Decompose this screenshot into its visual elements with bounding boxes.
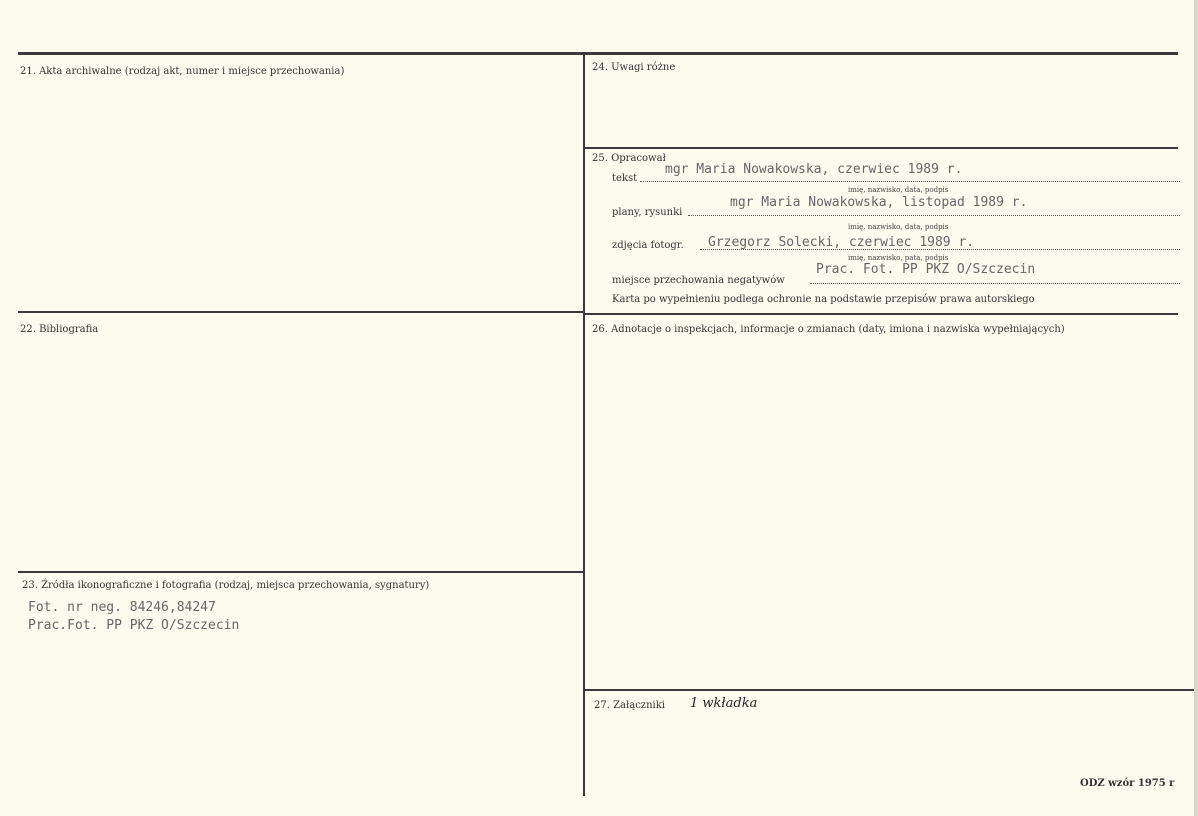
section-27-label: 27. Załączniki (594, 700, 665, 711)
plany-line (688, 215, 1180, 216)
negatywy-label: miejsce przechowania negatywów (612, 275, 785, 286)
zdjecia-value: Grzegorz Solecki, czerwiec 1989 r. (708, 235, 975, 250)
plany-caption: imię, nazwisko, data, podpis (848, 223, 949, 231)
zdjecia-caption: imię, nazwisko, pata, podpis (848, 254, 949, 262)
section-23-label: 23. Źródła ikonograficzne i fotografia (rodzaj, miejsca przechowania, sygnatury) (22, 580, 430, 591)
plany-value: mgr Maria Nowakowska, listopad 1989 r. (730, 195, 1028, 210)
rule-25-26 (584, 313, 1178, 315)
section-24-label: 24. Uwagi różne (592, 62, 676, 73)
section-21-label: 21. Akta archiwalne (rodzaj akt, numer i miejsce przechowania) (20, 66, 345, 77)
zdjecia-line (700, 249, 1180, 250)
section-25-label: 25. Opracował (592, 153, 666, 164)
rule-21-22 (18, 311, 584, 313)
copyright-note: Karta po wypełnieniu podlega ochronie na podstawie przepisów prawa autorskiego (612, 294, 1035, 305)
section-27-handwritten: 1 wkładka (690, 696, 758, 711)
section-26-label: 26. Adnotacje o inspekcjach, informacje o zmianach (daty, imiona i nazwiska wypełniających) (592, 324, 1065, 335)
negatywy-value: Prac. Fot. PP PKZ O/Szczecin (816, 262, 1036, 277)
section-23-line1: Fot. nr neg. 84246,84247 (28, 600, 216, 615)
rule-26-27 (584, 689, 1198, 691)
form-footer: ODZ wzór 1975 r (1080, 778, 1175, 789)
negatywy-line (810, 283, 1180, 284)
plany-label: plany, rysunki (612, 207, 683, 218)
tekst-value: mgr Maria Nowakowska, czerwiec 1989 r. (665, 162, 963, 177)
card-edge (1194, 0, 1198, 816)
tekst-line (640, 181, 1180, 182)
center-divider (583, 54, 585, 796)
rule-24-25 (584, 147, 1178, 149)
top-rule (18, 52, 1178, 55)
tekst-label: tekst (612, 173, 638, 184)
section-23-line2: Prac.Fot. PP PKZ O/Szczecin (28, 618, 240, 633)
rule-22-23 (18, 571, 584, 573)
tekst-caption: imię, nazwisko, data, podpis (848, 186, 949, 194)
section-22-label: 22. Bibliografia (20, 324, 99, 335)
zdjecia-label: zdjęcia fotogr. (612, 240, 684, 251)
